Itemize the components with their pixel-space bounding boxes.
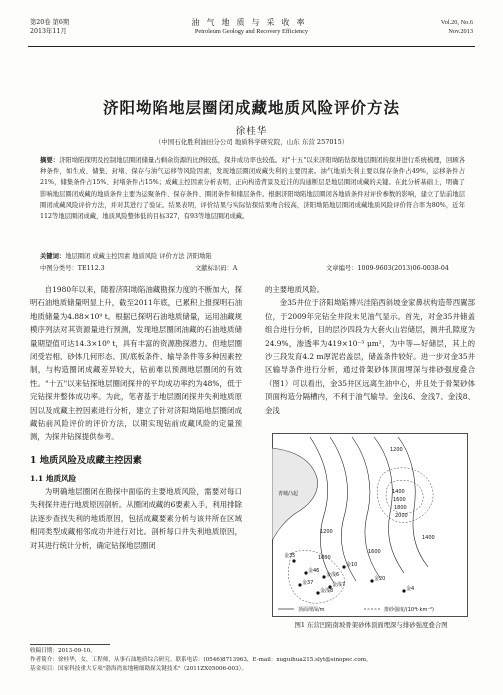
- well-label: 金10: [346, 562, 358, 568]
- contour-label: 1200: [320, 529, 333, 535]
- well-marker: [292, 559, 295, 562]
- abstract-text: 济阳坳陷探明及控制地层圈闭储量占剩余资源的比例较低，探井成功率也较低。对"十五"以来济阳坳陷钻探地层圈闭的探井进行系统梳理，回顾各种条件，如生成、储集、封堵、保存与油气运移等风险因素，发现地层圈闭成藏失利的主要因素。油气地质失利主要以保存条件占49%，运移条件占21%，储集条件占15%、封堵条件占15%；成藏主控因素分析表明，正向构造背景及近洼的沟通断层是地层圈闭成藏的关键。在此分析基础上，明确了影响地层圈闭成藏的地质条件主要为运聚条件、保存条件、圈闭条件和储层条件。根据济阳坳陷地层圈闭各地质条件对评价参数的影响，建立了钻前地层圈闭成藏风险评价方法，并对其进行了验证。结果表明，评价结果与实际钻探结果吻合较高，济阳坳陷地层圈闭成藏地质风险评价符合率为80%，近年112等地层圈闭成藏，地质风险整体低的目标327，有93等地层圈闭成藏。: [40, 157, 466, 221]
- author-bio: 作者简介：徐桂华，女，工程师，从事石油地质综合研究。联系电话：(0546)8713963，E-mail：xuguihua215.slyt@sinopec.com。: [30, 657, 372, 663]
- contour-label: 1400: [422, 535, 435, 541]
- section-1-1-heading: 1.1 地质风险: [30, 473, 77, 483]
- abstract: [40, 155, 465, 222]
- footnote-rule: [30, 644, 110, 645]
- classification-line: [40, 263, 465, 274]
- header-rule: [28, 46, 475, 47]
- article-title: 济阳坳陷地层圈闭成藏地质风险评价方法: [102, 98, 400, 117]
- jin35-paragraph: 金35井位于济阳坳陷博兴洼陷西斜坡金家鼻状构造带西翼部位，于2009年完钻全井段未见油气显示。首先，对金35井储盖组合进行分析，目的层沙四段为大套火山岩储层，测井孔隙度为24.9%，渗透率为419×10⁻³ μm²，为中等—好储层，其上的沙三段发育4.2 m厚泥岩盖层，储盖条件较好。进一步对金35井区输导条件进行分析，通过骨架砂体顶面埋深与排砂强度叠合（图1）可以看出，金35井区远离生油中心，并且处于骨架砂体顶面构造分隔槽内，不利于油气输导。金浅6、金浅7、金浅8、金浅: [265, 298, 475, 415]
- right-column: [265, 283, 475, 417]
- keywords: [40, 251, 465, 262]
- contour-label: 2000: [395, 513, 408, 519]
- date-cn: 2013年11月: [30, 28, 67, 35]
- continued-sentence: 的主要地质风险。: [265, 285, 325, 294]
- contour-label: 1400: [392, 489, 405, 495]
- affiliation: （中国石化胜利油田分公司 地质科学研究院，山东 东营 257015）: [154, 138, 349, 146]
- contour-label: 1600: [393, 497, 406, 503]
- journal-cn: 油气地质与采收率: [191, 18, 312, 27]
- legend-depth-label: 顶面埋深/m: [298, 607, 325, 613]
- well-label: 金35: [284, 553, 296, 559]
- well-label: 金浅7: [332, 582, 346, 588]
- journal-en: Petroleum Geology and Recovery Efficiency: [194, 28, 309, 35]
- contour-label: 1600: [368, 549, 381, 555]
- abstract-label: 摘要：: [40, 157, 60, 164]
- article-number: 文章编号：1009-9603(2013)06-0038-04: [326, 265, 449, 272]
- figure-1-caption: 图1 东营凹陷南坡骨架砂体顶面埋深与排砂强度叠合图: [294, 621, 448, 629]
- document-code: 文献标识码：A: [195, 265, 238, 272]
- uplift-label: 青城凸起: [278, 491, 299, 497]
- author-name: 徐桂华: [235, 126, 268, 137]
- journal-name: [30, 18, 473, 36]
- left-column: [30, 283, 242, 552]
- contour-label: 1000: [318, 555, 331, 561]
- well-label: 金37: [302, 580, 314, 586]
- figure-1-map: [272, 433, 468, 617]
- received-date: 收稿日期：2013-09-10。: [30, 648, 96, 654]
- footnote: [30, 647, 470, 674]
- keywords-label: 关键词：: [40, 253, 66, 260]
- section-1-heading: 1 地质风险及成藏主控因素: [30, 454, 142, 466]
- vol-en: Vol.20, No.6: [440, 19, 473, 26]
- well-label: 金20: [374, 576, 386, 582]
- section-1-1-paragraph: 为明确地层圈闭在勘探中面临的主要地质风险，需要对每口失利探井进行地质原因剖析。从圈闭成藏的6要素入手，利用排除法逐步查找失利的地质原因，包括成藏要素分析与该井所在区域相同类型成藏相邻成功井进行对比。剖析每口井失利地质原因，对其进行统计分析，确定钻探地层圈闭: [30, 486, 242, 550]
- well-label: 金浅6: [326, 572, 340, 578]
- well-label: 金4: [406, 586, 415, 592]
- keywords-text: 地层圈闭 成藏主控因素 地质风险 评价方法 济阳坳陷: [65, 253, 212, 260]
- issue-cn: 第20卷 第6期: [30, 19, 70, 26]
- well-label: 金46: [308, 568, 320, 574]
- legend-intensity-label: 排砂强度/(10⁴t·km⁻²): [384, 607, 434, 613]
- contour-label: 1800: [394, 505, 407, 511]
- clc-number: 中图分类号：TE112.3: [40, 265, 105, 272]
- running-header: [30, 12, 473, 40]
- date-en: Nov.2013: [448, 28, 473, 35]
- fund-info: 基金项目：国家科技重大专项"渤海湾盆地精细勘探关键技术"（2011ZX05006-003）。: [30, 666, 248, 672]
- well-label: 金浅8: [320, 588, 334, 594]
- volume-info: [441, 18, 473, 36]
- intro-paragraph: 自1980年以来，随着济阳坳陷油藏勘探力度的不断加大，探明石油地质储量明显上升，截至2011年底，已累积上报探明石油地质储量为4.88×10⁹ t。根据已探明石油地质储量，运用油藏规模序列法对其资源量进行预测，发现地层圈闭油藏的石油地质储量期望值可达14.3×10⁸ t，具有丰富的资源勘探潜力。但地层圈闭受岩相、砂体几何形态、顶/底板条件、输导条件等多种因素控制，与构造圈闭成藏差异较大，钻前难以预测地层圈闭的有效性。"十五"以来钻探地层圈闭探井的平均成功率约为48%，低于完钻探井整体成功率。为此，笔者基于地层圈闭探井失利地质原因以及成藏主控因素进行分析，建立了针对济阳坳陷地层圈闭成藏钻前风险评价的评价方法，以期实现钻前成藏风险的定量预测，为探井钻探提供参考。: [30, 285, 242, 442]
- contour-label: 1200: [390, 447, 403, 453]
